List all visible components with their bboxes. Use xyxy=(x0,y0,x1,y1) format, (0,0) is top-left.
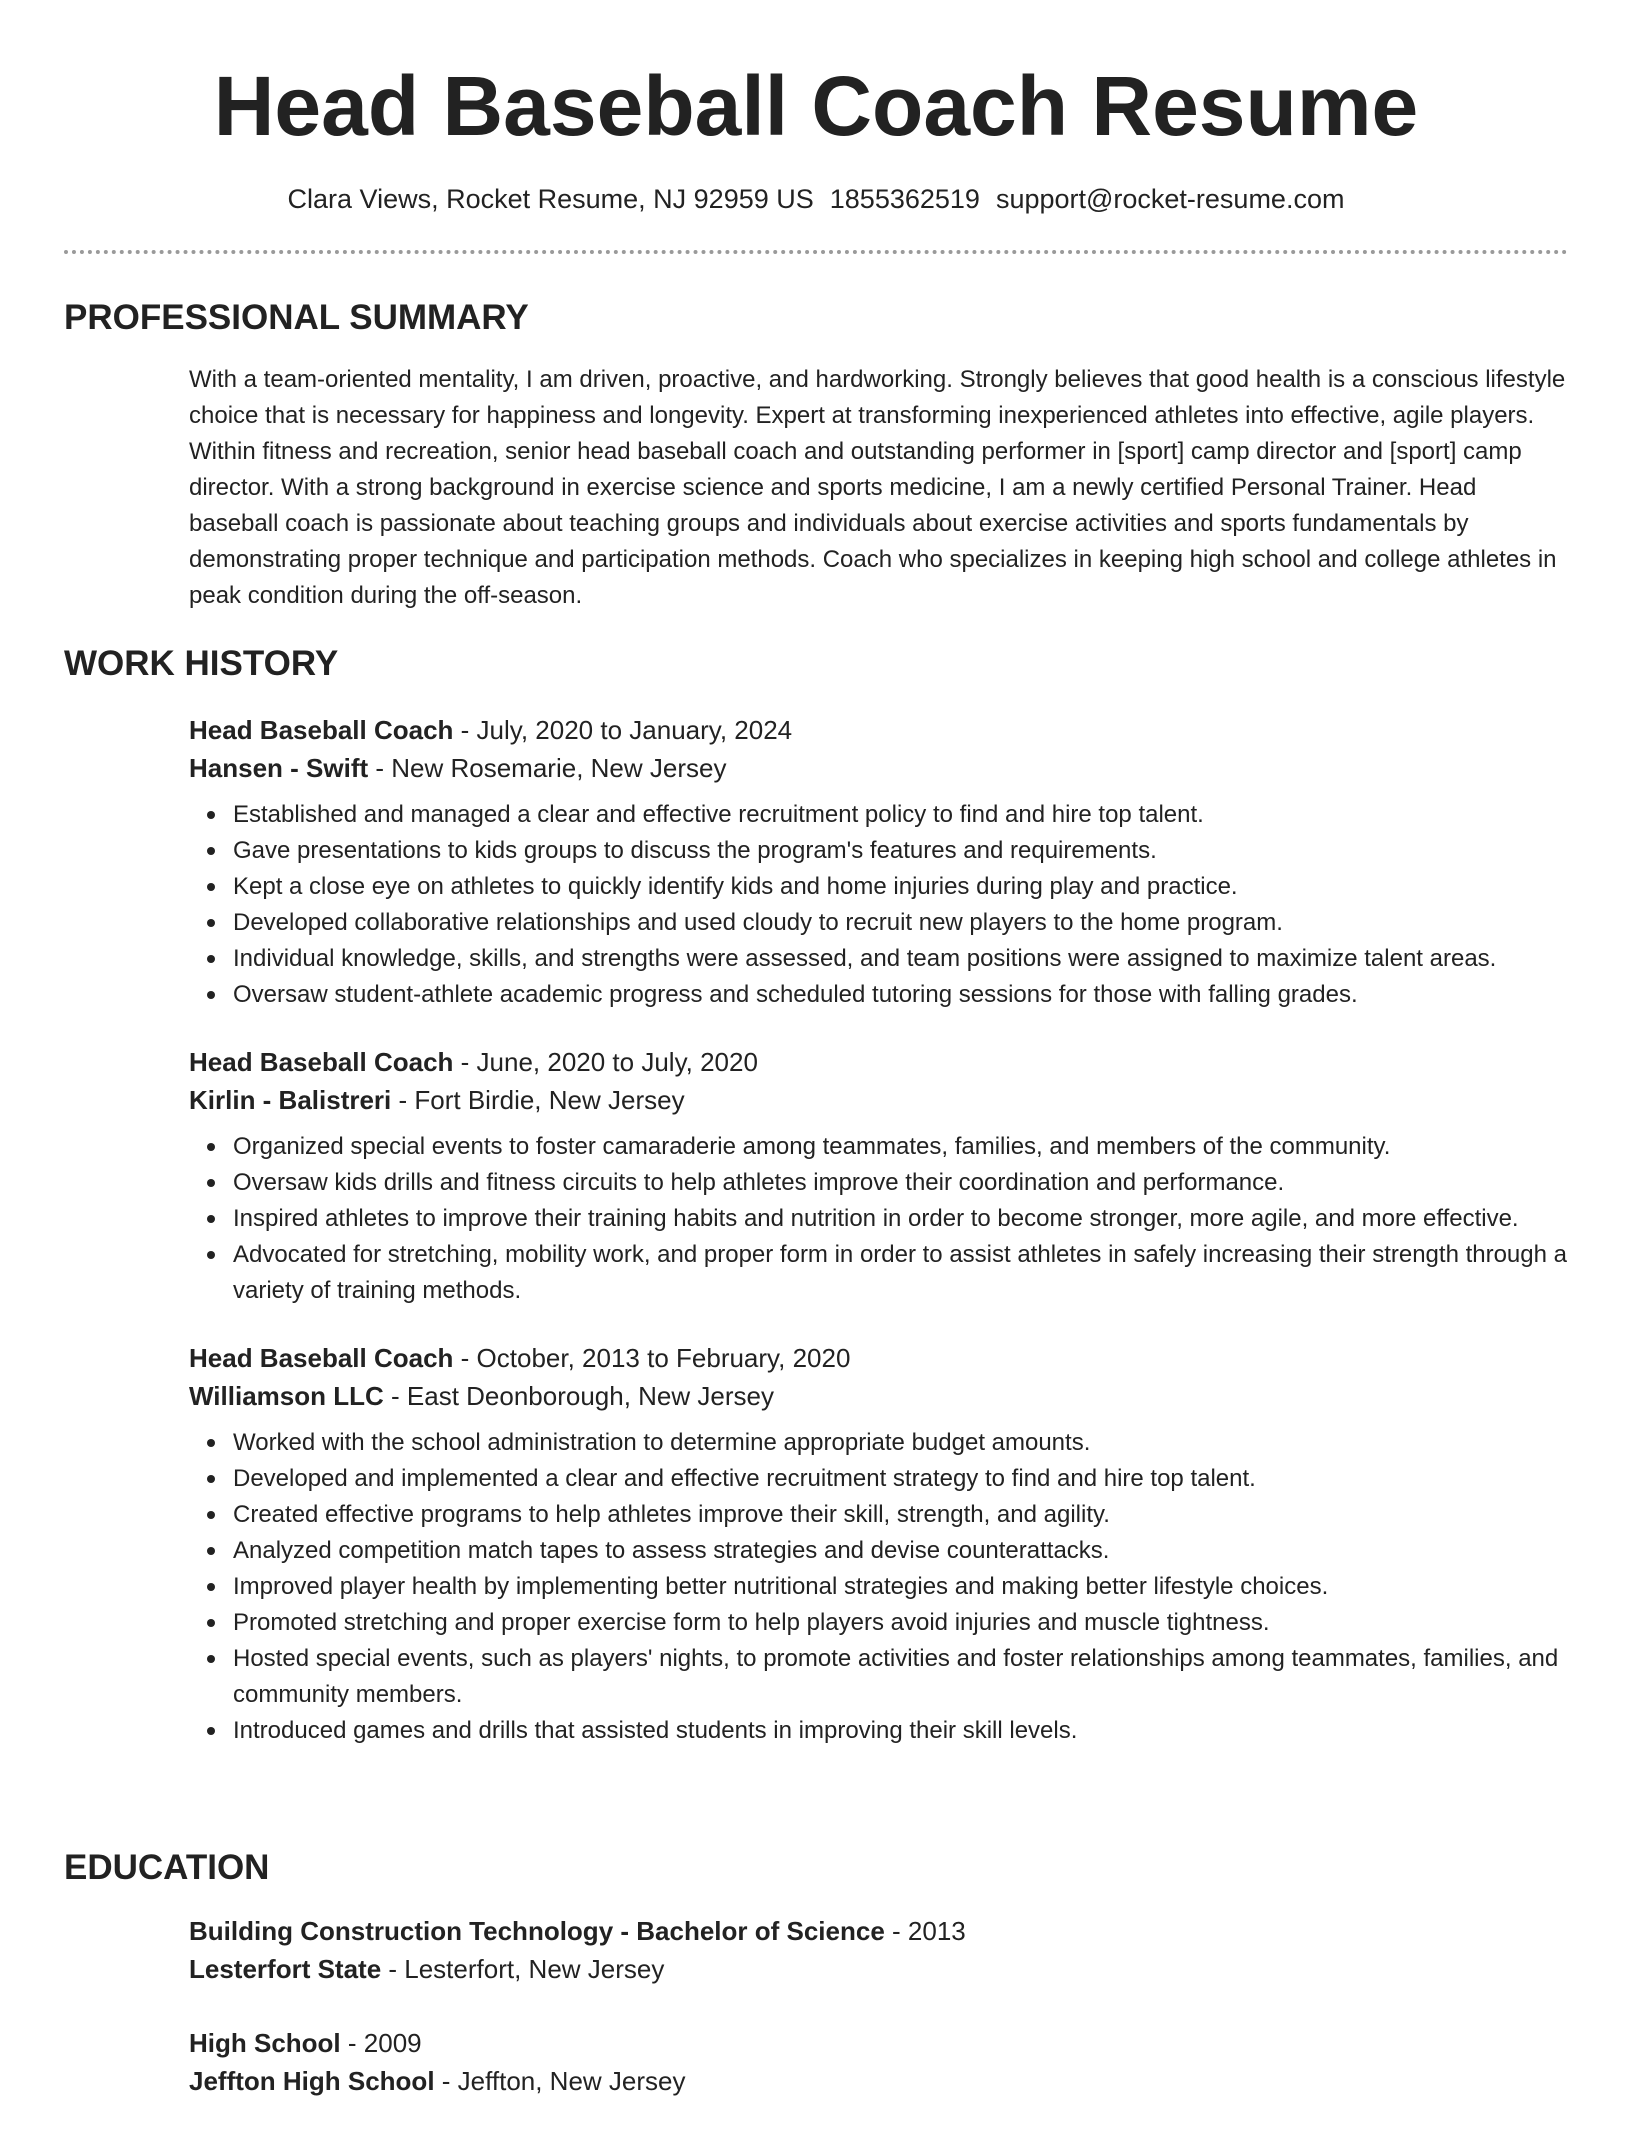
bullet-item xyxy=(189,1425,1569,1461)
bullet-item xyxy=(189,1641,1569,1713)
education-year: - 2013 xyxy=(884,1916,966,1946)
education-degree: High School xyxy=(189,2028,341,2058)
job-entry xyxy=(189,711,1569,1013)
bullet-text: Oversaw student-athlete academic progress and scheduled tutoring sessions for those with falling grades. xyxy=(233,981,1358,1008)
job-bullets xyxy=(189,1425,1569,1749)
contact-address: Clara Views, Rocket Resume, NJ 92959 US xyxy=(287,184,814,214)
job-company-line xyxy=(189,1081,1569,1119)
bullet-text: Organized special events to foster camaraderie among teammates, families, and members of the community. xyxy=(233,1133,1391,1160)
bullet-item xyxy=(189,1461,1569,1497)
job-title: Head Baseball Coach xyxy=(189,1343,454,1373)
job-dates: - June, 2020 to July, 2020 xyxy=(453,1047,758,1077)
bullet-dot-icon xyxy=(207,1655,215,1663)
bullet-text: Kept a close eye on athletes to quickly identify kids and home injuries during play and practice. xyxy=(233,873,1238,900)
bullet-item xyxy=(189,1129,1569,1165)
bullet-item xyxy=(189,977,1569,1013)
bullet-dot-icon xyxy=(207,1727,215,1735)
bullet-item xyxy=(189,905,1569,941)
job-company-line xyxy=(189,1377,1569,1415)
education-degree: Building Construction Technology - Bachelor of Science xyxy=(189,1916,885,1946)
bullet-item xyxy=(189,797,1569,833)
bullet-dot-icon xyxy=(207,1143,215,1151)
bullet-dot-icon xyxy=(207,847,215,855)
education-year: - 2009 xyxy=(340,2028,422,2058)
bullet-text: Promoted stretching and proper exercise form to help players avoid injuries and muscle tightness. xyxy=(233,1609,1270,1636)
bullet-dot-icon xyxy=(207,955,215,963)
bullet-item xyxy=(189,1713,1569,1749)
summary-section xyxy=(189,362,1569,614)
bullet-dot-icon xyxy=(207,991,215,999)
job-dates: - October, 2013 to February, 2020 xyxy=(453,1343,851,1373)
job-location: - New Rosemarie, New Jersey xyxy=(368,753,727,783)
bullet-text: Developed and implemented a clear and effective recruitment strategy to find and hire top talent. xyxy=(233,1465,1256,1492)
job-entry xyxy=(189,1043,1569,1309)
job-title: Head Baseball Coach xyxy=(189,715,454,745)
bullet-item xyxy=(189,833,1569,869)
bullet-text: Developed collaborative relationships and used cloudy to recruit new players to the home program. xyxy=(233,909,1283,936)
bullet-text: Advocated for stretching, mobility work, and proper form in order to assist athletes in safely increasing their strength through a variety of training methods. xyxy=(233,1241,1567,1304)
bullet-text: Analyzed competition match tapes to assess strategies and devise counterattacks. xyxy=(233,1537,1110,1564)
bullet-dot-icon xyxy=(207,1179,215,1187)
education-location: - Lesterfort, New Jersey xyxy=(381,1954,665,1984)
contact-phone: 1855362519 xyxy=(829,184,980,214)
summary-heading: PROFESSIONAL SUMMARY xyxy=(64,298,529,337)
education-entry xyxy=(189,1912,1569,1988)
summary-text: With a team-oriented mentality, I am driven, proactive, and hardworking. Strongly believes that good health is a conscious lifestyle choice that is necessary for happiness and longevity. Expert at transforming inexperienced athletes into effective, agile players. Within fitness and recreation, senior head baseball coach and outstanding performer in [sport] camp director and [sport] camp director. With a strong background in exercise science and sports medicine, I am a newly certified Personal Trainer. Head baseball coach is passionate about teaching groups and individuals about exercise activities and sports fundamentals by demonstrating proper technique and participation methods. Coach who specializes in keeping high school and college athletes in peak condition during the off-season. xyxy=(189,366,1566,609)
bullet-item xyxy=(189,1201,1569,1237)
bullet-text: Worked with the school administration to determine appropriate budget amounts. xyxy=(233,1429,1091,1456)
bullet-item xyxy=(189,1569,1569,1605)
bullet-item xyxy=(189,1497,1569,1533)
bullet-text: Improved player health by implementing better nutritional strategies and making better lifestyle choices. xyxy=(233,1573,1329,1600)
bullet-dot-icon xyxy=(207,1619,215,1627)
education-location: - Jeffton, New Jersey xyxy=(434,2066,686,2096)
education-school-line xyxy=(189,2062,1569,2100)
education-degree-line xyxy=(189,1912,1569,1950)
bullet-dot-icon xyxy=(207,1583,215,1591)
bullet-dot-icon xyxy=(207,1511,215,1519)
job-title-line xyxy=(189,1339,1569,1377)
job-dates: - July, 2020 to January, 2024 xyxy=(453,715,793,745)
bullet-item xyxy=(189,869,1569,905)
bullet-item xyxy=(189,1165,1569,1201)
job-company: Williamson LLC xyxy=(189,1381,384,1411)
contact-line xyxy=(0,180,1632,218)
job-location: - Fort Birdie, New Jersey xyxy=(391,1085,685,1115)
education-entry xyxy=(189,2024,1569,2100)
bullet-text: Created effective programs to help athletes improve their skill, strength, and agility. xyxy=(233,1501,1110,1528)
bullet-item xyxy=(189,1237,1569,1309)
bullet-text: Gave presentations to kids groups to discuss the program's features and requirements. xyxy=(233,837,1157,864)
bullet-text: Hosted special events, such as players' nights, to promote activities and foster relationships among teammates, families, and community members. xyxy=(233,1645,1559,1708)
education-school: Lesterfort State xyxy=(189,1954,382,1984)
bullet-item xyxy=(189,1533,1569,1569)
bullet-text: Inspired athletes to improve their training habits and nutrition in order to become stronger, more agile, and more effective. xyxy=(233,1205,1519,1232)
resume-title: Head Baseball Coach Resume xyxy=(213,59,1419,153)
education-heading: EDUCATION xyxy=(64,1848,270,1887)
contact-email: support@rocket-resume.com xyxy=(995,184,1345,214)
job-company: Kirlin - Balistreri xyxy=(189,1085,392,1115)
bullet-dot-icon xyxy=(207,919,215,927)
job-entry xyxy=(189,1339,1569,1749)
bullet-item xyxy=(189,941,1569,977)
bullet-item xyxy=(189,1605,1569,1641)
bullet-text: Introduced games and drills that assisted students in improving their skill levels. xyxy=(233,1717,1078,1744)
work-history-section xyxy=(189,711,1569,1779)
education-section xyxy=(189,1912,1569,2136)
job-company-line xyxy=(189,749,1569,787)
job-company: Hansen - Swift xyxy=(189,753,369,783)
job-title: Head Baseball Coach xyxy=(189,1047,454,1077)
bullet-dot-icon xyxy=(207,1439,215,1447)
bullet-dot-icon xyxy=(207,1215,215,1223)
header-divider xyxy=(64,250,1568,254)
education-school-line xyxy=(189,1950,1569,1988)
bullet-text: Individual knowledge, skills, and strengths were assessed, and team positions were assigned to maximize talent areas. xyxy=(233,945,1497,972)
job-bullets xyxy=(189,797,1569,1013)
job-title-line xyxy=(189,1043,1569,1081)
job-location: - East Deonborough, New Jersey xyxy=(383,1381,774,1411)
bullet-text: Oversaw kids drills and fitness circuits to help athletes improve their coordination and performance. xyxy=(233,1169,1285,1196)
job-title-line xyxy=(189,711,1569,749)
bullet-dot-icon xyxy=(207,883,215,891)
job-bullets xyxy=(189,1129,1569,1309)
education-school: Jeffton High School xyxy=(189,2066,435,2096)
bullet-dot-icon xyxy=(207,1475,215,1483)
work-history-heading: WORK HISTORY xyxy=(64,644,339,683)
bullet-dot-icon xyxy=(207,1547,215,1555)
bullet-dot-icon xyxy=(207,1251,215,1259)
education-degree-line xyxy=(189,2024,1569,2062)
bullet-text: Established and managed a clear and effective recruitment policy to find and hire top talent. xyxy=(233,801,1204,828)
bullet-dot-icon xyxy=(207,811,215,819)
